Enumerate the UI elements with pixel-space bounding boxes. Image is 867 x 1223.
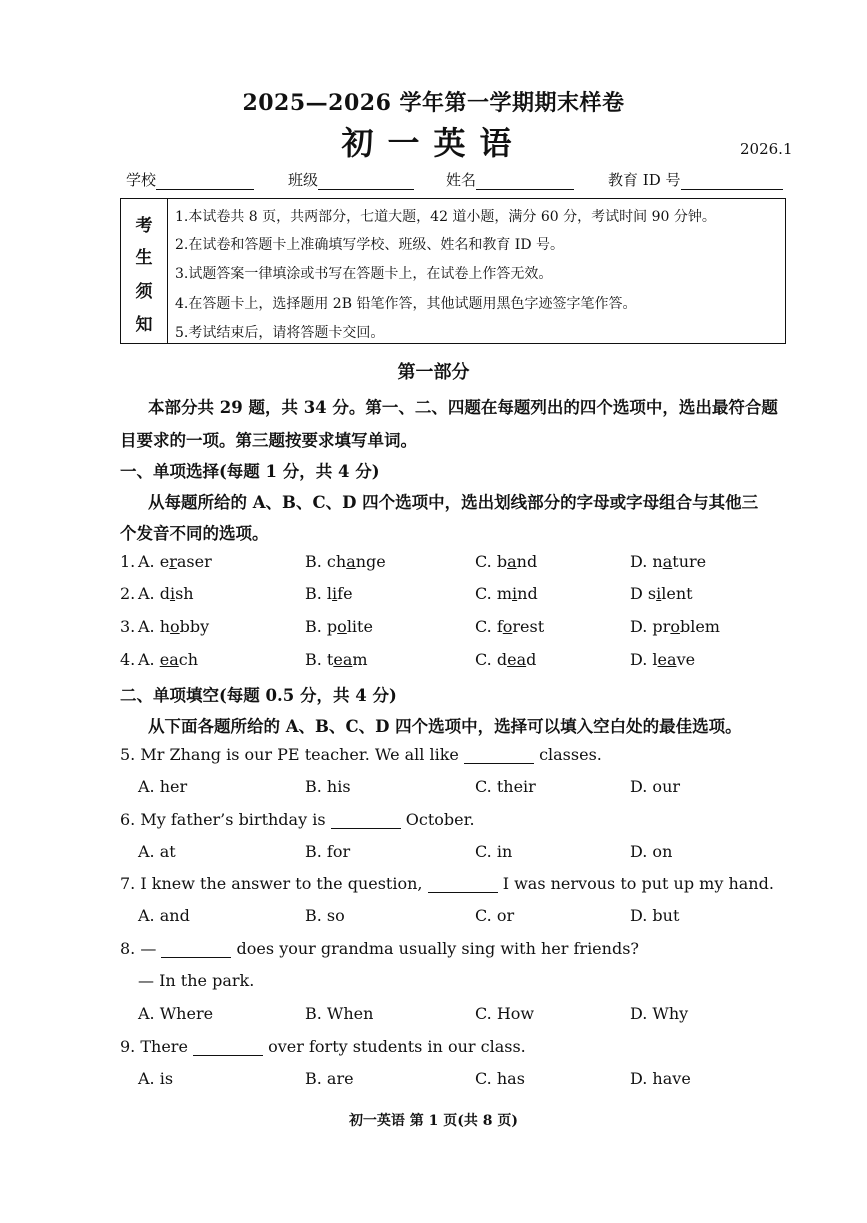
part-intro: 本部分共 29 题，共 34 分。第一、二、四题在每题列出的四个选项中，选出最符合题 <box>148 398 778 417</box>
question-9 <box>120 1037 526 1056</box>
option-text: ch <box>178 650 199 669</box>
option[interactable]: B. When <box>305 1004 374 1023</box>
option[interactable]: A. and <box>138 906 190 925</box>
underlined-letters: o <box>502 617 513 636</box>
notice-item: 4.在答题卡上，选择题用 2B 铅笔作答，其他试题用黑色字迹签字笔作答。 <box>175 296 637 312</box>
option[interactable] <box>475 552 537 571</box>
option[interactable] <box>630 552 706 571</box>
page-footer: 初一英语 第 1 页(共 8 页) <box>348 1113 519 1129</box>
exam-date: 2026.1 <box>740 140 793 158</box>
question-number: 2. <box>120 584 136 603</box>
underlined-letters: i <box>332 584 338 603</box>
question-number: 1. <box>120 552 136 571</box>
option-text: A. h <box>138 617 171 636</box>
class-blank[interactable] <box>318 173 414 190</box>
option[interactable] <box>305 650 368 669</box>
notice-heading-char: 知 <box>135 315 153 335</box>
question-number: 7. <box>120 874 136 893</box>
class-field[interactable] <box>288 169 414 190</box>
question-number: 3. <box>120 617 136 636</box>
edu-id-blank[interactable] <box>681 173 783 190</box>
name-blank[interactable] <box>476 173 574 190</box>
option[interactable] <box>138 650 198 669</box>
option[interactable]: A. at <box>138 842 176 861</box>
option-text: C. f <box>475 617 503 636</box>
option-text: nd <box>517 584 538 603</box>
option-text: B. ch <box>305 552 347 571</box>
section-direction: 从下面各题所给的 A、B、C、D 四个选项中，选择可以填入空白处的最佳选项。 <box>148 717 742 736</box>
section-heading: 二、单项填空(每题 0.5 分，共 4 分) <box>120 686 397 705</box>
option[interactable]: A. Where <box>138 1004 214 1023</box>
option-text: B. t <box>305 650 334 669</box>
option[interactable]: D. have <box>630 1069 691 1088</box>
dialogue-reply: — In the park. <box>138 971 255 990</box>
option[interactable] <box>305 552 386 571</box>
notice-heading <box>121 199 168 343</box>
question-number: 6. <box>120 810 136 829</box>
question-number: 9. <box>120 1037 136 1056</box>
option[interactable] <box>475 584 538 603</box>
question-5 <box>120 745 602 764</box>
option[interactable]: C. How <box>475 1004 535 1023</box>
option[interactable] <box>630 650 695 669</box>
option-text: lent <box>661 584 693 603</box>
notice-item: 5.考试结束后，请将答题卡交回。 <box>175 325 385 341</box>
option[interactable] <box>630 617 720 636</box>
school-label: 学校 <box>126 171 157 189</box>
option-text: sh <box>175 584 194 603</box>
underlined-letters: ea <box>657 650 677 669</box>
option[interactable]: B. are <box>305 1069 354 1088</box>
option[interactable] <box>475 650 536 669</box>
option-text: C. d <box>475 650 508 669</box>
option-text: lite <box>346 617 373 636</box>
question-text: I was nervous to put up my hand. <box>502 874 774 893</box>
section-heading: 一、单项选择(每题 1 分，共 4 分) <box>120 462 380 481</box>
question-text: classes. <box>539 745 602 764</box>
notice-item: 2.在试卷和答题卡上准确填写学校、班级、姓名和教育 ID 号。 <box>175 237 565 253</box>
underlined-letters: a <box>662 552 673 571</box>
question-text: I knew the answer to the question, <box>140 874 423 893</box>
question-text: Mr Zhang is our PE teacher. We all like <box>140 745 459 764</box>
answer-blank[interactable] <box>464 747 534 764</box>
option[interactable]: D. on <box>630 842 673 861</box>
underlined-letters: o <box>670 617 680 636</box>
option-text: D. pr <box>630 617 671 636</box>
option[interactable]: A. her <box>138 777 188 796</box>
section-direction: 从每题所给的 A、B、C、D 四个选项中，选出划线部分的字母或字母组合与其他三 <box>148 493 759 512</box>
option[interactable]: D. our <box>630 777 681 796</box>
part-title: 第一部分 <box>397 362 470 383</box>
question-text: There <box>140 1037 188 1056</box>
option-text: B. p <box>305 617 338 636</box>
underlined-letters: r <box>169 552 177 571</box>
notice-heading-char: 须 <box>135 282 153 302</box>
school-blank[interactable] <box>156 173 254 190</box>
exam-title: 2025—2026 学年第一学期期末样卷 <box>242 90 625 116</box>
question-text: October. <box>405 810 475 829</box>
underlined-letters: ea <box>507 650 527 669</box>
edu-id-label: 教育 ID 号 <box>608 171 681 189</box>
notice-heading-char: 生 <box>135 248 153 268</box>
notice-heading-char: 考 <box>135 216 153 236</box>
question-text: over forty students in our class. <box>268 1037 526 1056</box>
option-text: ture <box>672 552 707 571</box>
underlined-letters: a <box>507 552 517 571</box>
option[interactable] <box>475 617 544 636</box>
option-text: d <box>526 650 537 669</box>
question-number: 4. <box>120 650 136 669</box>
subject-title: 初一英语 <box>341 124 526 162</box>
underlined-letters: i <box>656 584 662 603</box>
option[interactable]: C. their <box>475 777 536 796</box>
option-text: rest <box>512 617 545 636</box>
option-text: ve <box>676 650 696 669</box>
option[interactable] <box>138 584 194 603</box>
option[interactable]: A. is <box>138 1069 174 1088</box>
underlined-letters: o <box>337 617 347 636</box>
option[interactable]: C. or <box>475 906 515 925</box>
option-text: C. m <box>475 584 513 603</box>
option[interactable]: D. Why <box>630 1004 689 1023</box>
option-text: aser <box>176 552 212 571</box>
notice-item: 3.试题答案一律填涂或书写在答题卡上，在试卷上作答无效。 <box>175 266 553 282</box>
underlined-letters: o <box>170 617 180 636</box>
underlined-letters: a <box>346 552 356 571</box>
question-text: My father’s birthday is <box>140 810 326 829</box>
name-field[interactable] <box>446 169 574 190</box>
question-6 <box>120 810 475 829</box>
option-text: bby <box>179 617 210 636</box>
option[interactable] <box>138 617 209 636</box>
underlined-letters: i <box>512 584 518 603</box>
option-text: A. e <box>138 552 170 571</box>
option-text: D. n <box>630 552 663 571</box>
underlined-letters: ea <box>159 650 179 669</box>
question-text: — <box>140 939 157 958</box>
answer-blank[interactable] <box>428 876 498 893</box>
option[interactable]: B. his <box>305 777 351 796</box>
answer-blank[interactable] <box>161 941 231 958</box>
question-number: 5. <box>120 745 136 764</box>
question-text: does your grandma usually sing with her friends? <box>236 939 639 958</box>
answer-blank[interactable] <box>193 1039 263 1056</box>
option-text: fe <box>337 584 353 603</box>
option-text: A. d <box>138 584 170 603</box>
underlined-letters: i <box>169 584 176 603</box>
option-text: D. l <box>630 650 658 669</box>
question-number: 8. <box>120 939 136 958</box>
edu-id-field[interactable] <box>608 169 783 190</box>
option[interactable] <box>138 552 212 571</box>
option[interactable] <box>305 584 353 603</box>
notice-box <box>120 198 786 344</box>
option[interactable]: B. so <box>305 906 345 925</box>
part-intro: 目要求的一项。第三题按要求填写单词。 <box>120 431 417 450</box>
school-field[interactable] <box>126 169 254 190</box>
option-text: nge <box>355 552 386 571</box>
option-text: nd <box>516 552 538 571</box>
option-text: D s <box>630 584 657 603</box>
option-text: C. b <box>475 552 508 571</box>
option-text: m <box>352 650 368 669</box>
option[interactable]: C. has <box>475 1069 525 1088</box>
underlined-letters: ea <box>333 650 353 669</box>
section-direction: 个发音不同的选项。 <box>120 524 269 543</box>
option[interactable] <box>630 584 693 603</box>
name-label: 姓名 <box>446 171 477 189</box>
answer-blank[interactable] <box>331 812 401 829</box>
option-text: A. <box>138 650 160 669</box>
question-7 <box>120 874 774 893</box>
option-text: B. l <box>305 584 333 603</box>
question-8 <box>120 939 639 958</box>
notice-item: 1.本试卷共 8 页，共两部分，七道大题，42 道小题，满分 60 分，考试时间 90 分钟。 <box>175 209 716 225</box>
option[interactable]: C. in <box>475 842 513 861</box>
option[interactable]: D. but <box>630 906 680 925</box>
option[interactable] <box>305 617 373 636</box>
option-text: blem <box>679 617 720 636</box>
class-label: 班级 <box>288 171 319 189</box>
option[interactable]: B. for <box>305 842 351 861</box>
